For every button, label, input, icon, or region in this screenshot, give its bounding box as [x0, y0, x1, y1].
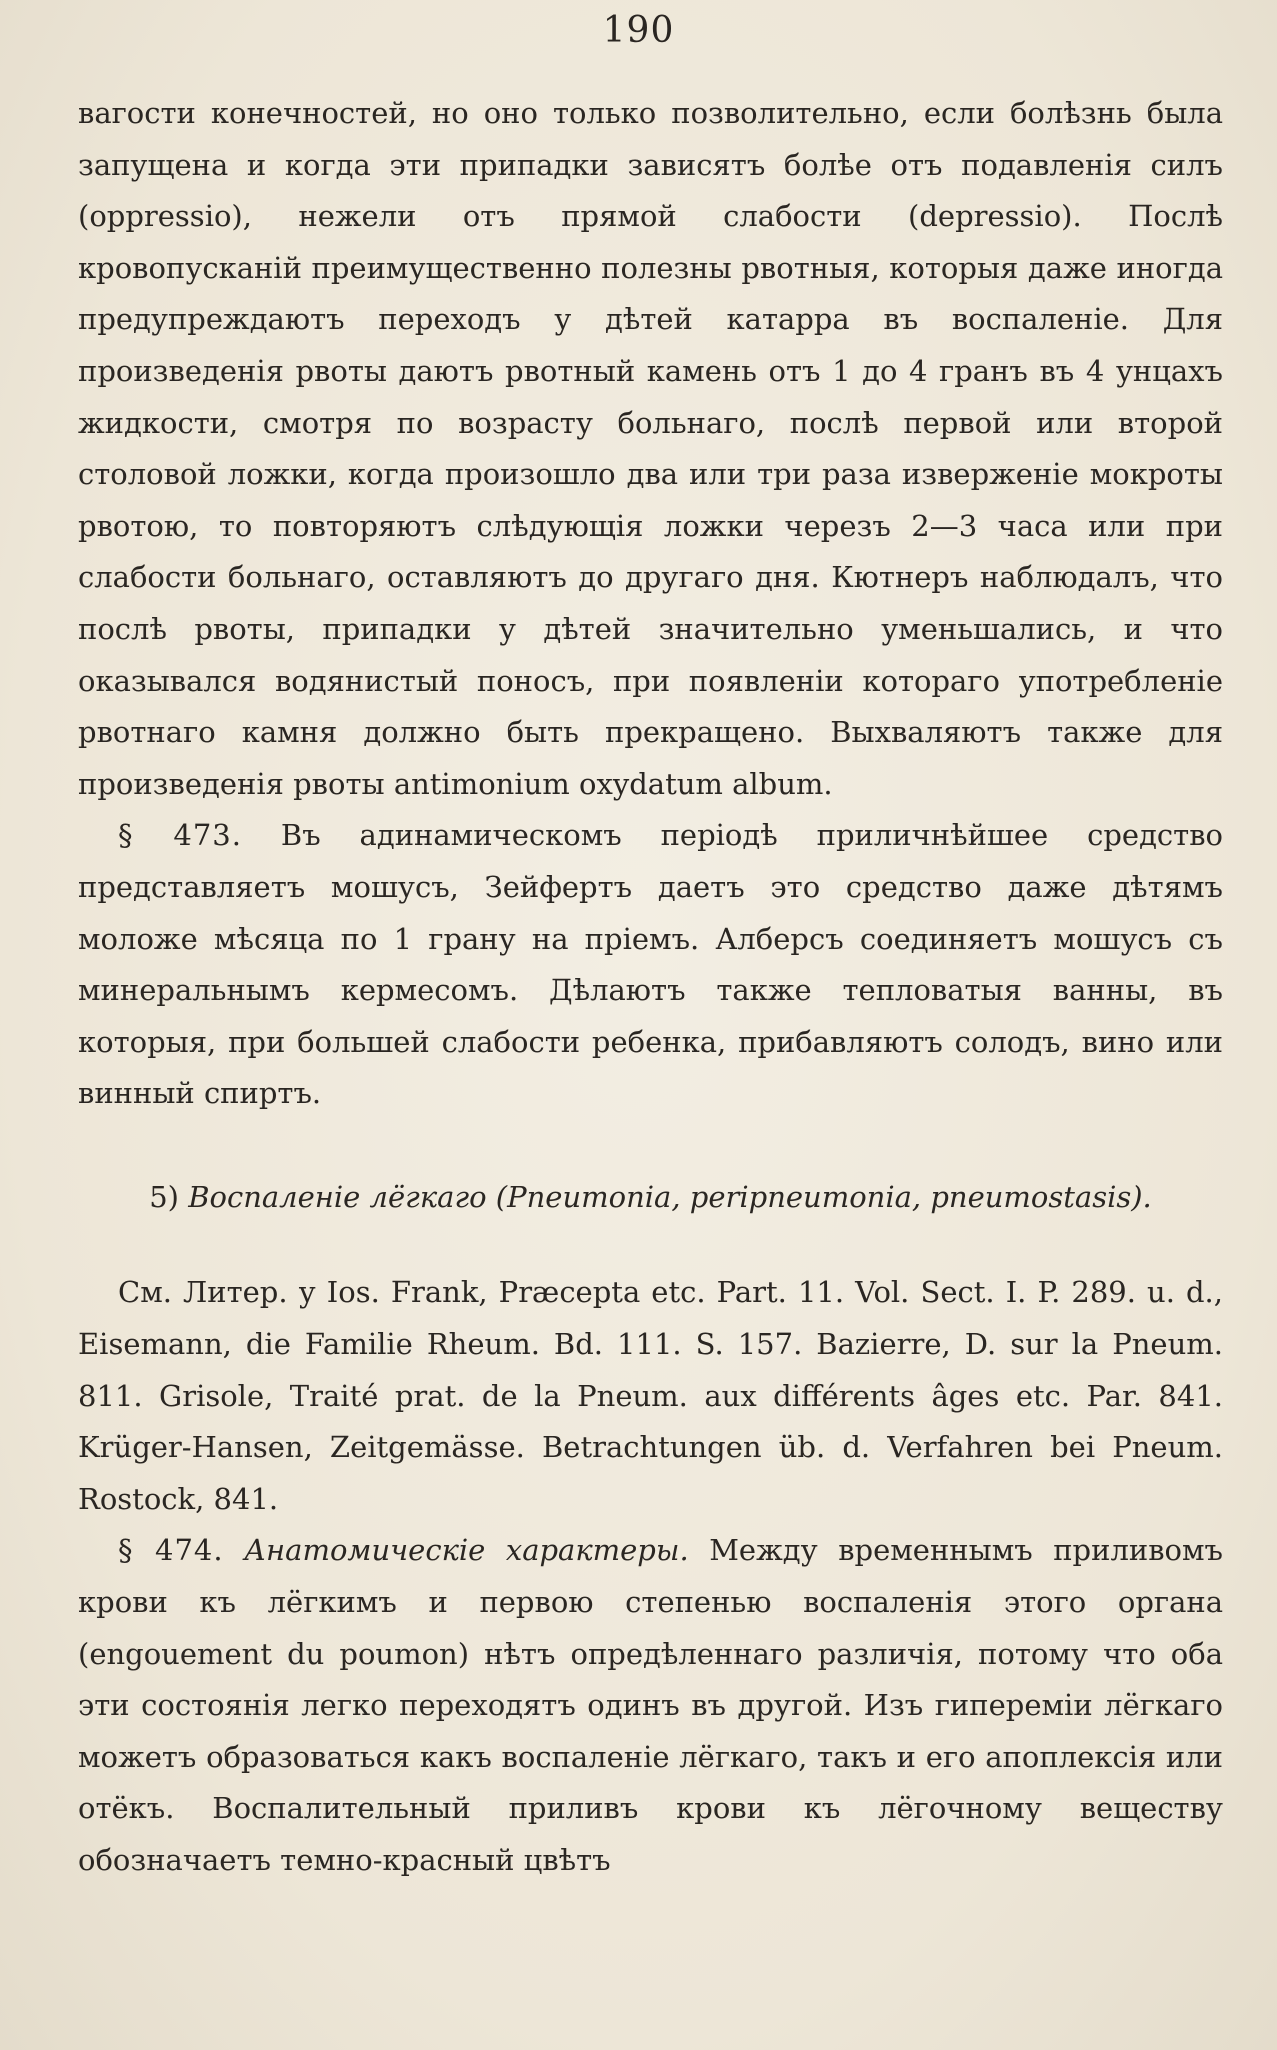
section-number: § 473.: [118, 818, 242, 853]
heading-title: Воспаленіе лёгкаго: [188, 1179, 487, 1214]
heading-number: 5): [149, 1179, 179, 1214]
paragraph-section-474: [78, 1525, 1223, 1886]
section-number: § 474.: [118, 1533, 224, 1568]
section-heading: [78, 1172, 1223, 1224]
paragraph-text: Между временнымъ приливомъ крови къ лёгкимъ и первою степенью воспаленія этого органа (engouement du poumon) нѣтъ опредѣленнаго различія, потому что оба эти состоянія легко переходятъ одинъ въ другой. Изъ гипереміи лёгкаго можетъ образоваться какъ воспаленіе лёгкаго, такъ и его апоплексія или отёкъ. Воспалительный приливъ крови къ лёгочному веществу обозначаетъ темно-красный цвѣтъ: [78, 1533, 1223, 1877]
paragraph-continuation: вагости конечностей, но оно только позволительно, если болѣзнь была запущена и когда эти припадки зависятъ болѣе отъ подавленія силъ (oppressio), нежели отъ прямой слабости (depressio). Послѣ кровопусканій преимущественно полезны рвотныя, которыя даже иногда предупреждаютъ переходъ у дѣтей катарра въ воспаленіе. Для произведенія рвоты даютъ рвотный камень отъ 1 до 4 гранъ въ 4 унцахъ жидкости, смотря по возрасту больнаго, послѣ первой или второй столовой ложки, когда произошло два или три раза изверженіе мокроты рвотою, то повторяютъ слѣдующія ложки черезъ 2—3 часа или при слабости больнаго, оставляютъ до другаго дня. Кютнеръ наблюдалъ, что послѣ рвоты, припадки у дѣтей значительно уменьшались, и что оказывался водянистый поносъ, при появленіи котораго употребленіе рвотнаго камня должно быть прекращено. Выхваляютъ также для произведенія рвоты antimonium oxydatum album.: [78, 96, 1223, 801]
literature-reference: См. Литер. у Ios. Frank, Præcepta etc. Part. 11. Vol. Sect. I. P. 289. u. d., Eisemann, die Familie Rheum. Bd. 111. S. 157. Bazierre, D. sur la Pneum. 811. Grisole, Traité prat. de la Pneum. aux différents âges etc. Par. 841. Krüger-Hansen, Zeitgemässe. Betrachtungen üb. d. Verfahren bei Pneum. Rostock, 841.: [78, 1275, 1223, 1516]
page-number: 190: [602, 10, 675, 51]
paragraph-section-473: [78, 810, 1223, 1120]
heading-latin: (Pneumonia, peripneumonia, pneumostasis).: [495, 1179, 1152, 1214]
page-body: [78, 88, 1223, 1887]
paragraph-text: Въ адинамическомъ періодѣ приличнѣйшее средство представляетъ мошусъ, Зейфертъ даетъ это средство даже дѣтямъ моложе мѣсяца по 1 грану на пріемъ. Алберсъ соединяетъ мошусъ съ минеральнымъ кермесомъ. Дѣлаютъ также тепловатыя ванны, въ которыя, при большей слабости ребенка, прибавляютъ солодъ, вино или винный спиртъ.: [78, 818, 1224, 1111]
section-subtitle: Анатомическіе характеры.: [244, 1533, 689, 1568]
